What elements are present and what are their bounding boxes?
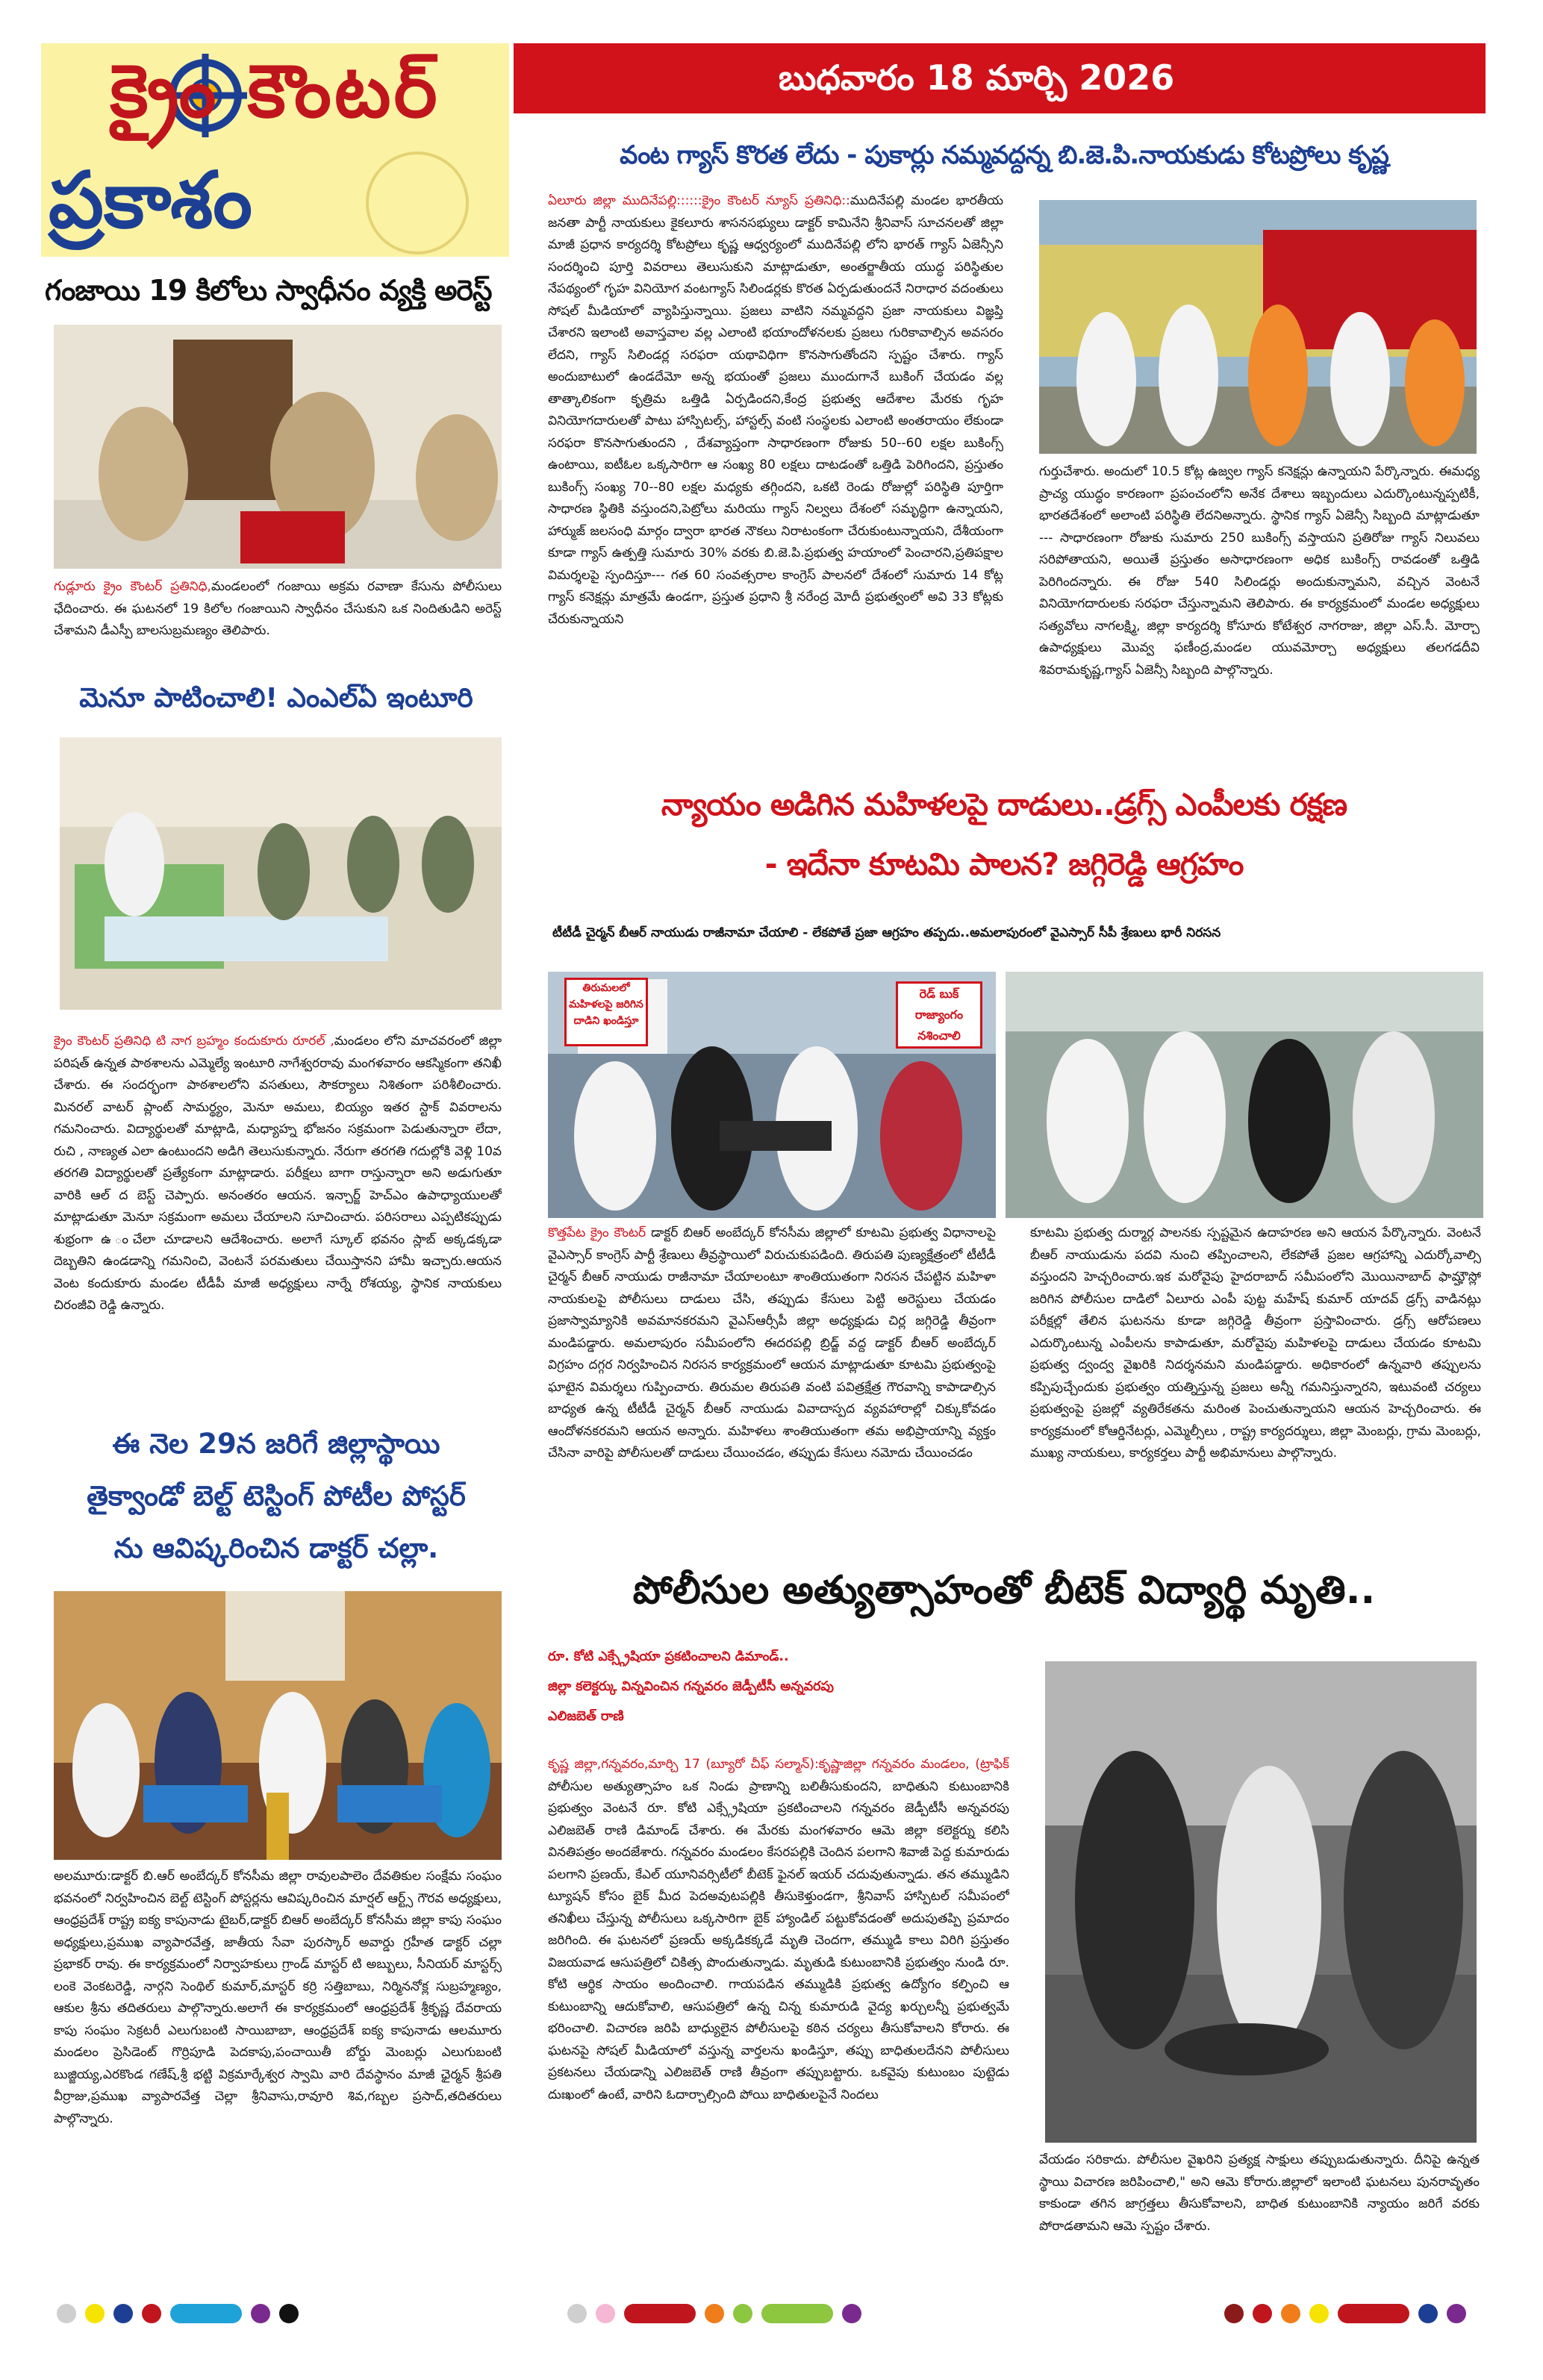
ganja-press-photo — [54, 325, 502, 569]
taekwondo-headline — [45, 1418, 508, 1575]
protest-sign-1: తిరుమలలో మహిళలపై జరిగిన దాడిని ఖండిస్తూ — [564, 978, 648, 1046]
footer-color-marks-center — [567, 2302, 881, 2325]
jaggireddy-headline — [523, 775, 1486, 894]
registration-mark — [279, 2304, 299, 2323]
registration-mark — [57, 2304, 76, 2323]
logo-title: క్రైం కౌంటర్ — [110, 49, 440, 134]
ganja-body: గుడ్లూరు క్రైం కౌంటర్ ప్రతినిధి,మండలంలో గంజాయి అక్రమ రవాణా కేసును పోలీసులు ఛేదించారు. ఈ ఘటనలో 19 కిలోల గంజాయిని స్వాధీనం చేసుకుని ఒక నిందితుడిని అరెస్ట్ చేశామని డీఎస్పీ బాలసుబ్రమణ్యం తెలిపారు. — [54, 579, 502, 638]
btech-body-col2: వేయడం సరికాదు. పోలీసుల వైఖరిని ప్రత్యక్ష సాక్షులు తప్పుబడుతున్నారు. దీనిపై ఉన్నత స్థాయి విచారణ జరిపించాలి," అని ఆమె కోరారు.జిల్లాలో ఇలాంటి ఘటనలు పునరావృతం కాకుండా తగిన జాగ్రత్తలు తీసుకోవాలని, బాధిత కుటుంబానికి న్యాయం జరిగే వరకు పోరాడతామని ఆమె స్పష్టం చేశారు. — [1039, 2152, 1480, 2234]
gas-body-col2: గుర్తుచేశారు. అందులో 10.5 కోట్ల ఉజ్వల గ్యాస్ కనెక్షన్లు ఉన్నాయని పేర్కొన్నారు. ఈమధ్య ప్రాచ్య యుద్ధం కారణంగా ప్రపంచంలోని అనేక దేశాలు ఇబ్బందులు ఎదుర్కొంటున్నప్పటికీ, భారతదేశంలో అలాంటి పరిస్థితి లేదనిఅన్నారు. స్థానిక గ్యాస్ ఏజెన్సీ సిబ్బంది మాట్లాడుతూ --- సాధారణంగా రోజుకు సుమారు 250 బుకింగ్స్ వస్తాయని ప్రతిరోజు గ్యాస్ నిలువలు సరిపోతాయని, అయితే ప్రస్తుతం అసాధారణంగా అధిక బుకింగ్స్ రావడంతో ఒత్తిడి పెరిగిందన్నారు. ఈ రోజు 540 సిలిండర్లు అందుకున్నామని, వచ్చిన వెంటనే వినియోగదారులకు సరఫరా చేస్తున్నామని తెలిపారు. ఈ కార్యక్రమంలో మండల అధ్యక్షులు సత్యవోలు నాగలక్ష్మి, జిల్లా కార్యదర్శి కోసూరు కోటేశ్వర నాగరాజు, జిల్లా ఎస్.సీ. మోర్చా ఉపాధ్యక్షులు మొవ్వ ఫణీంద్ర,మండల యువమోర్చా అధ్యక్షులు తలగడదీవి శివరామకృష్ణ,గ్యాస్ ఏజెన్సీ సిబ్బంది పాల్గొన్నారు. — [1039, 464, 1480, 678]
btech-headline: పోలీసుల అత్యుత్సాహంతో బీటెక్ విద్యార్థి మృతి.. — [632, 1568, 1376, 1613]
menu-body: క్రైం కౌంటర్ ప్రతినిధి టి నాగ బ్రహ్మం కందుకూరు రూరల్ ,మండలం లోని మాచవరంలో జిల్లా పరిషత్ ఉన్నత పాఠశాలను ఎమ్మెల్యే ఇంటూరి నాగేశ్వరరావు మంగళవారం ఆకస్మికంగా తనిఖీ చేశారు. ఈ సందర్భంగా పాఠశాలలోని వసతులు, సౌకర్యాలు నిశితంగా పరిశీలించారు. మినరల్ వాటర్ ప్లాంట్ సామర్థ్యం, మెనూ అమలు, బియ్యం ఇతర స్టాక్ వివరాలను గమనించారు. విద్యార్థులతో మాట్లాడి, మధ్యాహ్న భోజనం సక్రమంగా పెడుతున్నారా లేదా, రుచి , నాణ్యత ఎలా ఉంటుందని అడిగి తెలుసుకున్నారు. నేరుగా తరగతి గదుల్లోకి వెళ్లి 10వ తరగతి విద్యార్థులతో ప్రత్యేకంగా మాట్లాడారు. పరీక్షలు బాగా రాస్తున్నారా అని అడుగుతూ వారికి ఆల్ ద బెస్ట్ చెప్పారు. అనంతరం ఆయన. ఇన్చార్జ్ హెచ్ఎం ఉపాధ్యాయులతో మాట్లాడుతూ మెనూ సక్రమంగా అమలు చేయాలని సూచించారు. పరిసరాలు ఎప్పటికప్పుడు శుభ్రంగా ఉ ంచేలా చూడాలని ఆదేశించారు. అలాగే స్కూల్ భవనం స్లాబ్ అక్కడక్కడా దెబ్బతిని ఉండడాన్ని గమనించి, వెంటనే పరమతులు చేయిస్తానని హామీ ఇచ్చారు.ఆయన వెంట కందుకూరు మండల టీడీపీ మాజీ అధ్యక్షులు నార్నే రోశయ్య, స్థానిక నాయకులు చిరంజీవి రెడ్డి ఉన్నారు. — [54, 1034, 502, 1313]
gas-agency-photo — [1039, 200, 1477, 454]
menu-headline: మెనూ పాటించాలి! ఎంఎల్ఏ ఇంటూరి — [79, 683, 473, 713]
registration-mark — [567, 2304, 587, 2323]
registration-mark — [733, 2304, 752, 2323]
protest-sign-2: రెడ్ బుక్ రాజ్యాంగం నశించాలి — [896, 981, 982, 1049]
registration-mark — [1281, 2304, 1300, 2323]
jaggireddy-headline-line1: న్యాయం అడిగిన మహిళలపై దాడులు..డ్రగ్స్ ఎంపీలకు రక్షణ — [661, 787, 1347, 822]
taekwondo-headline-line3: ను ఆవిష్కరించిన డాక్టర్ చల్లా. — [113, 1532, 439, 1564]
registration-mark — [251, 2304, 270, 2323]
issue-date: బుధవారం 18 మార్చి 2026 — [779, 57, 1175, 98]
registration-mark — [624, 2304, 696, 2323]
jaggireddy-headline-line2: - ఇదేనా కూటమి పాలన? జగ్గిరెడ్డి ఆగ్రహం — [764, 846, 1244, 882]
registration-mark — [596, 2304, 615, 2323]
registration-mark — [170, 2304, 242, 2323]
jaggireddy-subhead: టీటీడీ చైర్మన్ బీఆర్ నాయుడు రాజీనామా చేయాలి - లేకపోతే ప్రజా ఆగ్రహం తప్పదు..అమలాపురంలో వైఎస్సార్ సీపీ శ్రేణులు భారీ నిరసన — [552, 925, 1221, 940]
btech-subhead — [548, 1642, 1011, 1731]
btech-subhead-line3: ఎలిజబెత్ రాణి — [548, 1709, 624, 1724]
logo-subtitle: ప్రకాశం — [49, 154, 253, 246]
menu-school-photo — [60, 737, 502, 1010]
menu-headline-box — [45, 672, 508, 725]
jaggireddy-protest-photo-2 — [1006, 972, 1483, 1218]
footer-color-marks-right — [1224, 2302, 1493, 2325]
taekwondo-headline-line2: తైక్వాండో బెల్ట్ టెస్టింగ్ పోటీల పోస్టర్ — [87, 1480, 466, 1512]
registration-mark — [1224, 2304, 1244, 2323]
registration-mark — [1418, 2304, 1438, 2323]
registration-mark — [142, 2304, 161, 2323]
footer-color-marks-left — [57, 2302, 325, 2325]
registration-mark — [1447, 2304, 1466, 2323]
jaggireddy-body-col2: కూటమి ప్రభుత్వ దుర్మార్గ పాలనకు స్పష్టమైన ఉదాహరణ అని ఆయన పేర్కొన్నారు. వెంటనే బీఆర్ నాయుడును పదవి నుంచి తప్పించాలని, లేకపోతే ప్రజల ఆగ్రహాన్ని ఎదుర్కోవాల్సి వస్తుందని హెచ్చరించారు.ఇక మరోవైపు హైదరాబాద్ సమీపంలోని మొయినాబాద్ ఫామ్హౌస్లో జరిగిన పోలీసుల దాడిలో ఏలూరు ఎంపీ పుట్ట మహేష్ కుమార్ యాదవ్ డ్రగ్స్ వాడినట్లు పరీక్షల్లో తేలిన ఘటనను కూడా జగ్గిరెడ్డి తీవ్రంగా ప్రస్తావించారు. డ్రగ్స్ ఆరోపణలు ఎదుర్కొంటున్న ఎంపీలను కాపాడుతూ, మరోవైపు మహిళలపై దాడులు చేయడం కూటమి ప్రభుత్వ ద్వంద్వ వైఖరికి నిదర్శనమని మండిపడ్డారు. అధికారంలో ఉన్నవారి తప్పులను కప్పిపుచ్చేందుకు ప్రభుత్వం యత్నిస్తున్న ప్రజలు అన్నీ గమనిస్తున్నారని, ఇటువంటి చర్యలు ప్రభుత్వంపై ప్రజల్లో వ్యతిరేకతను మరింత పెంచుతున్నాయని ఆయన హెచ్చరించారు. ఈ కార్యక్రమంలో కోఆర్డినేటర్లు, ఎమ్మెల్సీలు , రాష్ట్ర కార్యదర్శులు, జిల్లా మెంబర్లు, గ్రామ మెంబర్లు, ముఖ్య నాయకులు, కార్యకర్తలు పార్టీ అభిమానులు పాల్గొన్నారు. — [1030, 1225, 1481, 1461]
date-banner — [514, 43, 1486, 113]
taekwondo-poster-photo — [54, 1591, 502, 1860]
gas-body-col1: ఏలూరు జిల్లా ముదినేపల్లి::::::క్రైం కౌంటర్ న్యూస్ ప్రతినిధి::ముదినేపల్లి మండల భారతీయ జనతా పార్టీ నాయకులు కైకలూరు శాసనసభ్యులు డాక్టర్ కామినేని శ్రీనివాస్ సూచనలతో జిల్లా మాజీ ప్రధాన కార్యదర్శి కోటప్రోలు కృష్ణ ఆధ్వర్యంలో ముదినేపల్లి లోని భారత్ గ్యాస్ ఏజెన్సీని సందర్శించి పూర్తి వివరాలు తెలుసుకుని మాట్లాడుతూ, అంతర్జాతీయ యుద్ధ పరిస్థితుల నేపథ్యంలో గృహ వినియోగ వంటగ్యాస్ సిలిండర్లకు కొరత ఏర్పడుతుందనే నిరాధార వదంతులు సోషల్ మీడియాలో వ్యాపిస్తున్నాయి. ప్రజలు వాటిని నమ్మవద్దని ప్రజా నాయకులు విజ్ఞప్తి చేశారని ఇలాంటి అవాస్తవాల వల్ల ఎలాంటి భయాందోళనలకు ప్రజలు గురికావాల్సిన అవసరం లేదని, గ్యాస్ సిలిండర్ల సరఫరా యథావిధిగా కొనసాగుతోందని స్పష్టం చేశారు. గ్యాస్ అందుబాటులో ఉండదేమో అన్న భయంతో ప్రజలు ముందుగానే బుకింగ్ చేయడం వల్ల తాత్కాలికంగా కృత్రిమ ఒత్తిడి ఏర్పడిందని,కేంద్ర ప్రభుత్వ ఆదేశాల మేరకు గృహ వినియోగదారులతో పాటు హాస్పిటల్స్, హాస్టల్స్ వంటి సంస్థలకు ఎలాంటి అంతరాయం లేకుండా సరఫరా కొనసాగుతుందని , దేశవ్యాప్తంగా సాధారణంగా రోజుకు 50--60 లక్షల బుకింగ్స్ ఉంటాయి, ఐటీఓల ఒక్కసారిగా ఆ సంఖ్య 80 లక్షలు దాటడంతో ఒత్తిడి పెరిగిందని, ప్రస్తుతం బుకింగ్స్ సంఖ్య 70--80 లక్షల మధ్యకు తగ్గిందని, ఒకటి రెండు రోజుల్లో పరిస్థితి పూర్తిగా సాధారణ స్థితికి వస్తుందని,పెట్రోలు మరియు గ్యాస్ నిల్వలు దేశంలో సమృద్ధిగా ఉన్నాయని, హార్ముజ్ జలసంధి మార్గం ద్వారా భారత నౌకలు నిరాటంకంగా చేరుకుంటున్నాయని, దేశీయంగా కూడా గ్యాస్ ఉత్పత్తి సుమారు 30% వరకు బి.జె.పి.ప్రభుత్వ హయాంలో పెంచారని,ప్రతిపక్షాల విమర్శలపై స్పందిస్తూ--- గత 60 సంవత్సరాల కాంగ్రెస్ పాలనలో దేశంలో సుమారు 14 కోట్ల గ్యాస్ కనెక్షన్లు మాత్రమే ఉండగా, ప్రస్తుత ప్రధాని శ్రీ నరేంద్ర మోదీ ప్రభుత్వంలో అవి 33 కోట్లకు చేరుకున్నాయని — [548, 193, 1003, 627]
state-seal-watermark — [366, 152, 469, 254]
ganja-headline: గంజాయి 19 కిలోలు స్వాధీనం వ్యక్తి అరెస్ట్ — [45, 274, 492, 307]
btech-subhead-line1: రూ. కోటి ఎక్స్గ్రేషియా ప్రకటించాలని డిమాండ్.. — [548, 1649, 789, 1664]
registration-mark — [1309, 2304, 1329, 2323]
jaggireddy-body-col1: కొత్తపేట క్రైం కౌంటర్ డాక్టర్ బిఆర్ అంబేద్కర్ కోనసీమ జిల్లాలో కూటమి ప్రభుత్వ విధానాలపై వైఎస్సార్ కాంగ్రెస్ పార్టీ శ్రేణులు తీవ్రస్థాయిలో విరుచుకుపడింది. తిరుపతి పుణ్యక్షేత్రంలో టీటీడీ చైర్మన్ బీఆర్ నాయుడు రాజీనామా చేయాలంటూ శాంతియుతంగా నిరసన చేపట్టిన మహిళా నాయకులపై పోలీసులు దాడులు చేసి, తప్పుడు కేసులు పెట్టి అరెస్టులు చేయడం ప్రజాస్వామ్యానికి అవమానకరమని వైఎస్ఆర్సీపీ జిల్లా అధ్యక్షుడు చిర్ల జగ్గిరెడ్డి తీవ్రంగా మండిపడ్డారు. అమలాపురం సమీపంలోని ఈదరపల్లి బ్రిడ్జ్ వద్ద డాక్టర్ బీఆర్ అంబేద్కర్ విగ్రహం దగ్గర నిర్వహించిన నిరసన కార్యక్రమంలో ఆయన మాట్లాడుతూ కూటమి ప్రభుత్వంపై ఘాటైన విమర్శలు గుప్పించారు. తిరుమల తిరుపతి వంటి పవిత్రక్షేత్ర గౌరవాన్ని కాపాడాల్సిన బాధ్యత ఉన్న టీటీడీ చైర్మన్ బీఆర్ నాయుడు వివాదాస్పద వ్యవహారాల్లో చిక్కుకోవడం ఆందోళనకరమని ఆయన అన్నారు. మహిళలు శాంతియుతంగా తమ అభిప్రాయాన్ని వ్యక్తం చేసినా వారిపై పోలీసులతో దాడులు చేయించడం, తప్పుడు కేసులు నమోదు చేయించడం — [548, 1225, 996, 1461]
btech-accident-photo — [1045, 1661, 1477, 2143]
taekwondo-body: అలమూరు:డాక్టర్ బి.ఆర్ అంబేద్కర్ కోనసీమ జిల్లా రావులపాలెం దేవతికుల సంక్షేమ సంఘం భవనంలో నిర్వహించిన బెల్ట్ టెస్టింగ్ పోస్టర్లను ఆవిష్కరించిన మార్షల్ ఆర్ట్స్ గౌరవ అధ్యక్షులు, ఆంధ్రప్రదేశ్ రాష్ట్ర ఐక్య కాపునాడు టైబర్,డాక్టర్ బిఆర్ అంబేద్కర్ కోనసీమ జిల్లా కాపు సంఘం అధ్యక్షులు,ప్రముఖ వ్యాపారవేత్త, జాతీయ సేవా పురస్కార్ అవార్డు గ్రహీత డాక్టర్ చల్లా ప్రభాకర్ రావు. ఈ కార్యక్రమంలో నిర్వాహకులు గ్రాండ్ మాస్టర్ టి అబ్బులు, సీనియర్ మాస్టర్స్ లంకె వెంకటరెడ్డి, నార్గని సెంథిల్ కుమార్,మాస్టర్ కర్రి సత్తిబాబు, నిర్మిననోక్ల సుబ్రహ్మణ్యం, ఆకుల శ్రీను తదితరులు పాల్గొన్నారు.అలాగే ఈ కార్యక్రమంలో ఆంధ్రప్రదేశ్ శ్రీకృష్ణ దేవరాయ కాపు సంఘం సెక్రటరీ ఎలుగుబంటి సాయిబాబా, ఆంధ్రప్రదేశ్ ఐక్య కాపునాడు ఆలమూరు మండలం ప్రెసిడెంట్ గొర్రిపూడి పెదకాపు,పంచాయితీ బోర్డు మెంబర్లు ఎలుగుబంటి బుజ్జియ్య,ఎరకొండ గణేష్,శ్రీ భట్టి విక్రమార్కేశ్వర స్వామి వారి దేవస్థానం మాజీ ఛైర్మన్ శ్రీపతి వీర్రాజు,ప్రముఖ వ్యాపారవేత్త చెల్లా శ్రీనివాసు,రావూరి శివ,గబ్బల ప్రసాద్,తదితరులు పాల్గొన్నారు. — [54, 1869, 502, 2126]
masthead-logo — [41, 43, 509, 257]
registration-mark — [1253, 2304, 1272, 2323]
registration-mark — [85, 2304, 105, 2323]
registration-mark — [1338, 2304, 1409, 2323]
gas-headline: వంట గ్యాస్ కొరత లేదు - పుకార్లు నమ్మవద్దన్న బి.జె.పి.నాయకుడు కోటప్రోలు కృష్ణ — [620, 140, 1388, 170]
registration-mark — [705, 2304, 724, 2323]
btech-body-col1: కృష్ణ జిల్లా,గన్నవరం,మార్చి 17 (బ్యూరో చీఫ్ సల్మాన్):కృష్ణాజిల్లా గన్నవరం మండలం, (ట్రాఫిక్ పోలీసుల అత్యుత్సాహం ఒక నిండు ప్రాణాన్ని బలితీసుకుందని, బాధితుని కుటుంబానికి ప్రభుత్వం వెంటనే రూ. కోటి ఎక్స్గ్రేషియా ప్రకటించాలని గన్నవరం జెడ్పీటీసీ అన్నవరపు ఎలిజబెత్ రాణి డిమాండ్ చేశారు. ఈ మేరకు మంగళవారం ఆమె జిల్లా కలెక్టర్ను కలిసి వినతిపత్రం అందజేశారు. గన్నవరం మండలం కేసరపల్లికి చెందిన పలగాని శివాజీ పెద్ద కుమారుడు పలగాని ప్రణయ్, కేఎల్ యూనివర్సిటీలో బీటెక్ ఫైనల్ ఇయర్ చదువుతున్నాడు. తన తమ్ముడిని ట్యూషన్ కోసం బైక్ మీద పెదఅవుటపల్లికి తీసుకెళ్తుండగా, శ్రీనివాస్ హాస్పిటల్ సమీపంలో తనిఖీలు చేస్తున్న పోలీసులు ఒక్కసారిగా బైక్ హ్యాండిల్ పట్టుకోవడంతో అదుపుతప్పి ప్రమాదం జరిగింది. ఈ ఘటనలో ప్రణయ్ అక్కడికక్కడే మృతి చెందగా, తమ్ముడి కాలు విరిగి ప్రస్తుతం విజయవాడ ఆసుపత్రిలో చికిత్స పొందుతున్నాడు. మృతుడి కుటుంబానికి ప్రభుత్వం నుండి రూ. కోటి ఆర్థిక సాయం అందించాలి. గాయపడిన తమ్ముడికి ప్రభుత్వ ఉద్యోగం కల్పించి ఆ కుటుంబాన్ని ఆదుకోవాలి, ఆసుపత్రిలో ఉన్న చిన్న కుమారుడి వైద్య ఖర్చులన్నీ ప్రభుత్వమే భరించాలి. విచారణ జరిపి బాధ్యులైన పోలీసులపై కఠిన చర్యలు తీసుకోవాలని కోరారు. ఈ ఘటనపై సోషల్ మీడియాలో వస్తున్న వార్తలను ఖండిస్తూ, తప్పు బాధితులదేనని పోలీసులు ప్రకటనలు చేయడాన్ని ఎలిజబెత్ రాణి తీవ్రంగా తప్పుబట్టారు. ఒకవైపు కుటుంబం పుట్టెడు దుఃఖంలో ఉంటే, వారిని ఓదార్చాల్సింది పోయి బాధితులపైనే నిందలు — [548, 1757, 1009, 2102]
registration-mark — [761, 2304, 833, 2323]
registration-mark — [113, 2304, 133, 2323]
btech-subhead-line2: జిల్లా కలెక్టర్కు విన్నవించిన గన్నవరం జెడ్పీటీసీ అన్నవరపు — [548, 1679, 834, 1694]
taekwondo-headline-line1: ఈ నెల 29న జరిగే జిల్లాస్థాయి — [112, 1428, 440, 1460]
registration-mark — [842, 2304, 861, 2323]
